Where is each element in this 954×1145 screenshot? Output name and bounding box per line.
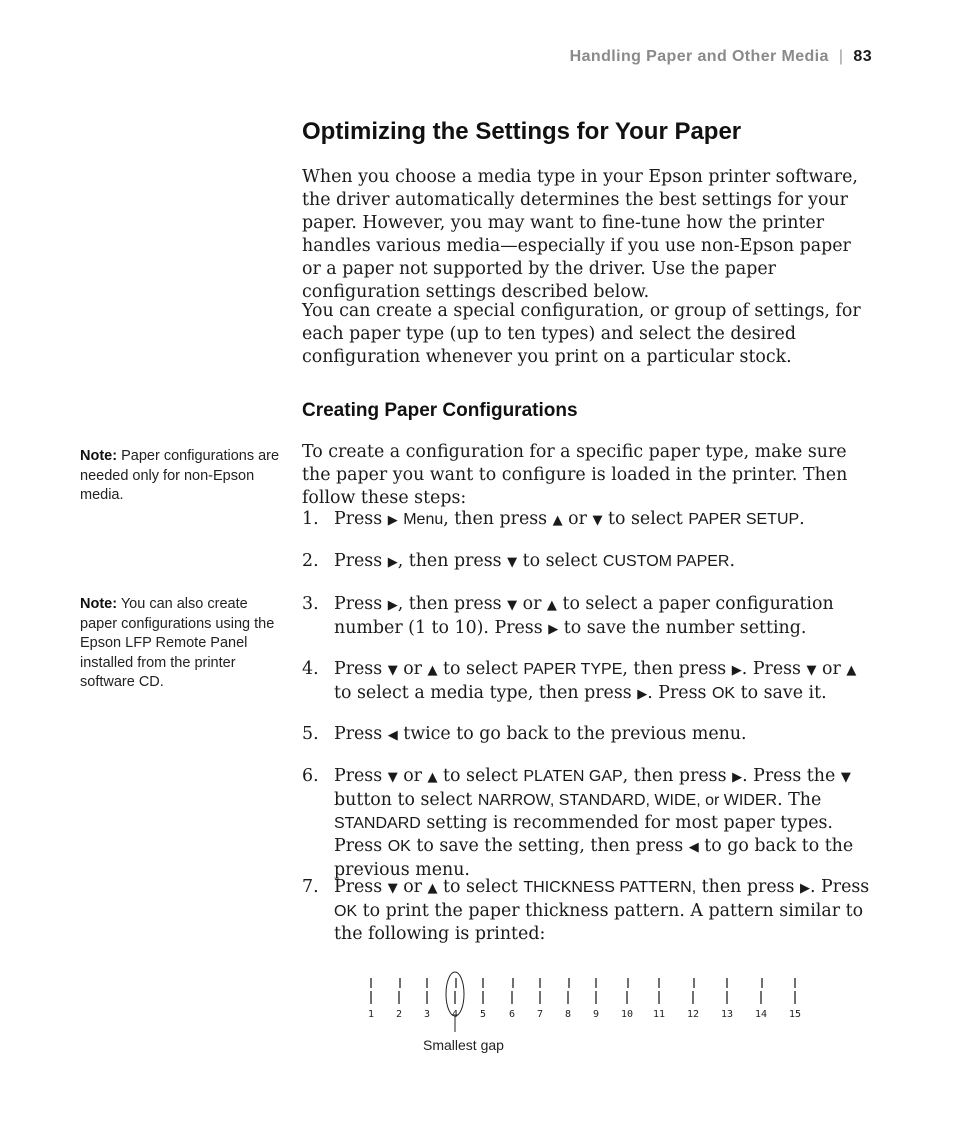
step-text: . bbox=[799, 509, 805, 529]
pattern-number: 3 bbox=[423, 1009, 431, 1020]
step-text: to save the setting, then press bbox=[410, 836, 689, 856]
arrow-down-icon: ▼ bbox=[507, 555, 518, 570]
intro-paragraph-1: When you choose a media type in your Epson printer software, the driver automatically determines the best settings for your paper. However, you may want to fine-tune how the printer handles various media—especially if you use non-Epson paper or a paper not supported by the driver. Use the paper configuration settings described below. bbox=[302, 167, 858, 302]
step-text: Press bbox=[334, 877, 388, 897]
page-number: 83 bbox=[853, 48, 872, 65]
arrow-up-icon: ▲ bbox=[427, 770, 438, 785]
step-number: 6. bbox=[302, 766, 319, 786]
arrow-right-icon: ▶ bbox=[637, 687, 648, 702]
section-heading: Creating Paper Configurations bbox=[302, 400, 578, 421]
pattern-number: 8 bbox=[564, 1009, 572, 1020]
margin-note-1 bbox=[80, 447, 280, 506]
running-header bbox=[570, 48, 872, 66]
arrow-down-icon: ▼ bbox=[387, 881, 398, 896]
step-number: 1. bbox=[302, 509, 319, 529]
step-item bbox=[302, 550, 874, 574]
pattern-number: 9 bbox=[592, 1009, 600, 1020]
step-text: to select a media type, then press bbox=[334, 683, 638, 703]
menu-setting-label: PLATEN GAP bbox=[523, 768, 623, 785]
step-text: to select bbox=[437, 766, 524, 786]
page-title: Optimizing the Settings for Your Paper bbox=[302, 118, 742, 145]
pattern-number: 6 bbox=[508, 1009, 516, 1020]
arrow-right-icon: ▶ bbox=[731, 663, 742, 678]
menu-setting-label: PAPER TYPE bbox=[523, 661, 623, 678]
step-text: to select bbox=[437, 659, 524, 679]
step-item bbox=[302, 765, 874, 882]
intro-paragraph-2: You can create a special configuration, or group of settings, for each paper type (up to ten types) and select the desired configuration whenever you print on a particular stock. bbox=[302, 301, 861, 367]
pattern-number: 15 bbox=[788, 1009, 802, 1020]
arrow-right-icon: ▶ bbox=[548, 622, 559, 637]
arrow-right-icon: ▶ bbox=[732, 770, 743, 785]
lead-paragraph: To create a configuration for a specific paper type, make sure the paper you want to configure is loaded in the printer. Then follow these steps: bbox=[302, 442, 848, 508]
section-title: Handling Paper and Other Media bbox=[569, 48, 829, 65]
step-text: or bbox=[816, 659, 847, 679]
arrow-down-icon: ▼ bbox=[507, 598, 518, 613]
step-text: . Press bbox=[741, 659, 807, 679]
step-text: to go back to the previous menu. bbox=[334, 836, 854, 880]
step-text: to select a paper configuration number (1 to 10). Press bbox=[334, 594, 834, 638]
step-text: or bbox=[562, 509, 593, 529]
pattern-number: 5 bbox=[479, 1009, 487, 1020]
step-text: to save the number setting. bbox=[558, 618, 807, 638]
thickness-pattern-figure bbox=[355, 968, 825, 1068]
arrow-right-icon: ▶ bbox=[387, 598, 398, 613]
step-text: . Press bbox=[810, 877, 870, 897]
pattern-number: 2 bbox=[395, 1009, 403, 1020]
step-text: Press bbox=[334, 659, 388, 679]
arrow-right-icon: ▶ bbox=[387, 555, 398, 570]
menu-setting-label: OK bbox=[387, 838, 411, 855]
menu-setting-label: THICKNESS PATTERN, bbox=[523, 879, 697, 896]
pattern-number: 14 bbox=[754, 1009, 768, 1020]
step-text: button to select bbox=[334, 790, 478, 810]
note-text: You can also create paper configurations using the Epson LFP Remote Panel installed from the printer software CD. bbox=[80, 596, 275, 690]
step-item bbox=[302, 593, 874, 641]
menu-setting-label: NARROW, STANDARD, WIDE, or WIDER bbox=[477, 792, 778, 809]
step-text: , then press bbox=[622, 659, 732, 679]
arrow-up-icon: ▲ bbox=[427, 663, 438, 678]
step-text: or bbox=[397, 766, 428, 786]
step-number: 4. bbox=[302, 659, 319, 679]
step-text: , then press bbox=[397, 551, 508, 571]
arrow-right-icon: ▶ bbox=[387, 513, 398, 528]
step-text: setting is recommended for most paper types. Press bbox=[334, 813, 833, 856]
arrow-up-icon: ▲ bbox=[427, 881, 438, 896]
arrow-up-icon: ▲ bbox=[552, 513, 563, 528]
step-item bbox=[302, 508, 874, 532]
pattern-number: 10 bbox=[620, 1009, 634, 1020]
step-item bbox=[302, 723, 874, 747]
step-item bbox=[302, 658, 874, 706]
menu-setting-label: Menu bbox=[403, 511, 444, 528]
menu-setting-label: CUSTOM PAPER bbox=[602, 553, 730, 570]
note-label: Note: bbox=[80, 448, 118, 464]
arrow-down-icon: ▼ bbox=[806, 663, 817, 678]
step-text: , then press bbox=[397, 594, 508, 614]
menu-setting-label: OK bbox=[334, 903, 358, 920]
step-number: 5. bbox=[302, 724, 319, 744]
menu-setting-label: OK bbox=[711, 685, 736, 702]
step-text: then press bbox=[696, 877, 800, 897]
pattern-number: 7 bbox=[536, 1009, 544, 1020]
step-text: . Press the bbox=[742, 766, 841, 786]
note-label: Note: bbox=[80, 596, 118, 612]
arrow-down-icon: ▼ bbox=[592, 513, 603, 528]
pattern-number: 12 bbox=[686, 1009, 700, 1020]
step-text: twice to go back to the previous menu. bbox=[397, 724, 747, 744]
step-text: . Press bbox=[647, 683, 712, 703]
step-text: . bbox=[729, 551, 735, 571]
note-text: Paper configurations are needed only for non-Epson media. bbox=[80, 448, 280, 503]
step-number: 2. bbox=[302, 551, 319, 571]
step-text: to save it. bbox=[735, 683, 827, 703]
step-text: or bbox=[397, 659, 428, 679]
menu-setting-label: STANDARD bbox=[334, 815, 421, 832]
step-text: , then press bbox=[443, 509, 553, 529]
step-text: Press bbox=[334, 551, 388, 571]
step-item bbox=[302, 876, 874, 946]
step-text: Press bbox=[334, 509, 388, 529]
margin-note-2 bbox=[80, 595, 280, 693]
step-text: to select bbox=[437, 877, 524, 897]
step-text: to select bbox=[602, 509, 689, 529]
step-text: Press bbox=[334, 766, 388, 786]
arrow-down-icon: ▼ bbox=[840, 770, 851, 785]
arrow-right-icon: ▶ bbox=[800, 881, 810, 896]
pattern-number: 11 bbox=[652, 1009, 666, 1020]
step-text: or bbox=[517, 594, 547, 614]
pattern-number: 13 bbox=[720, 1009, 734, 1020]
arrow-left-icon: ◀ bbox=[688, 840, 699, 855]
pattern-number: 1 bbox=[367, 1009, 375, 1020]
arrow-down-icon: ▼ bbox=[387, 663, 398, 678]
step-text: to select bbox=[517, 551, 603, 571]
step-number: 3. bbox=[302, 594, 319, 614]
step-number: 7. bbox=[302, 877, 319, 897]
step-text: . The bbox=[777, 790, 822, 810]
arrow-up-icon: ▲ bbox=[846, 663, 857, 678]
arrow-down-icon: ▼ bbox=[387, 770, 398, 785]
step-text: to print the paper thickness pattern. A pattern similar to the following is printed: bbox=[334, 901, 864, 944]
step-text: Press bbox=[334, 594, 388, 614]
pattern-number: 4 bbox=[451, 1009, 459, 1020]
pattern-caption: Smallest gap bbox=[423, 1037, 504, 1053]
menu-setting-label: PAPER SETUP bbox=[688, 511, 800, 528]
step-text: Press bbox=[334, 724, 388, 744]
step-text: , then press bbox=[622, 766, 733, 786]
arrow-left-icon: ◀ bbox=[387, 728, 398, 743]
step-text: or bbox=[397, 877, 428, 897]
header-separator: | bbox=[838, 48, 844, 65]
arrow-up-icon: ▲ bbox=[546, 598, 557, 613]
